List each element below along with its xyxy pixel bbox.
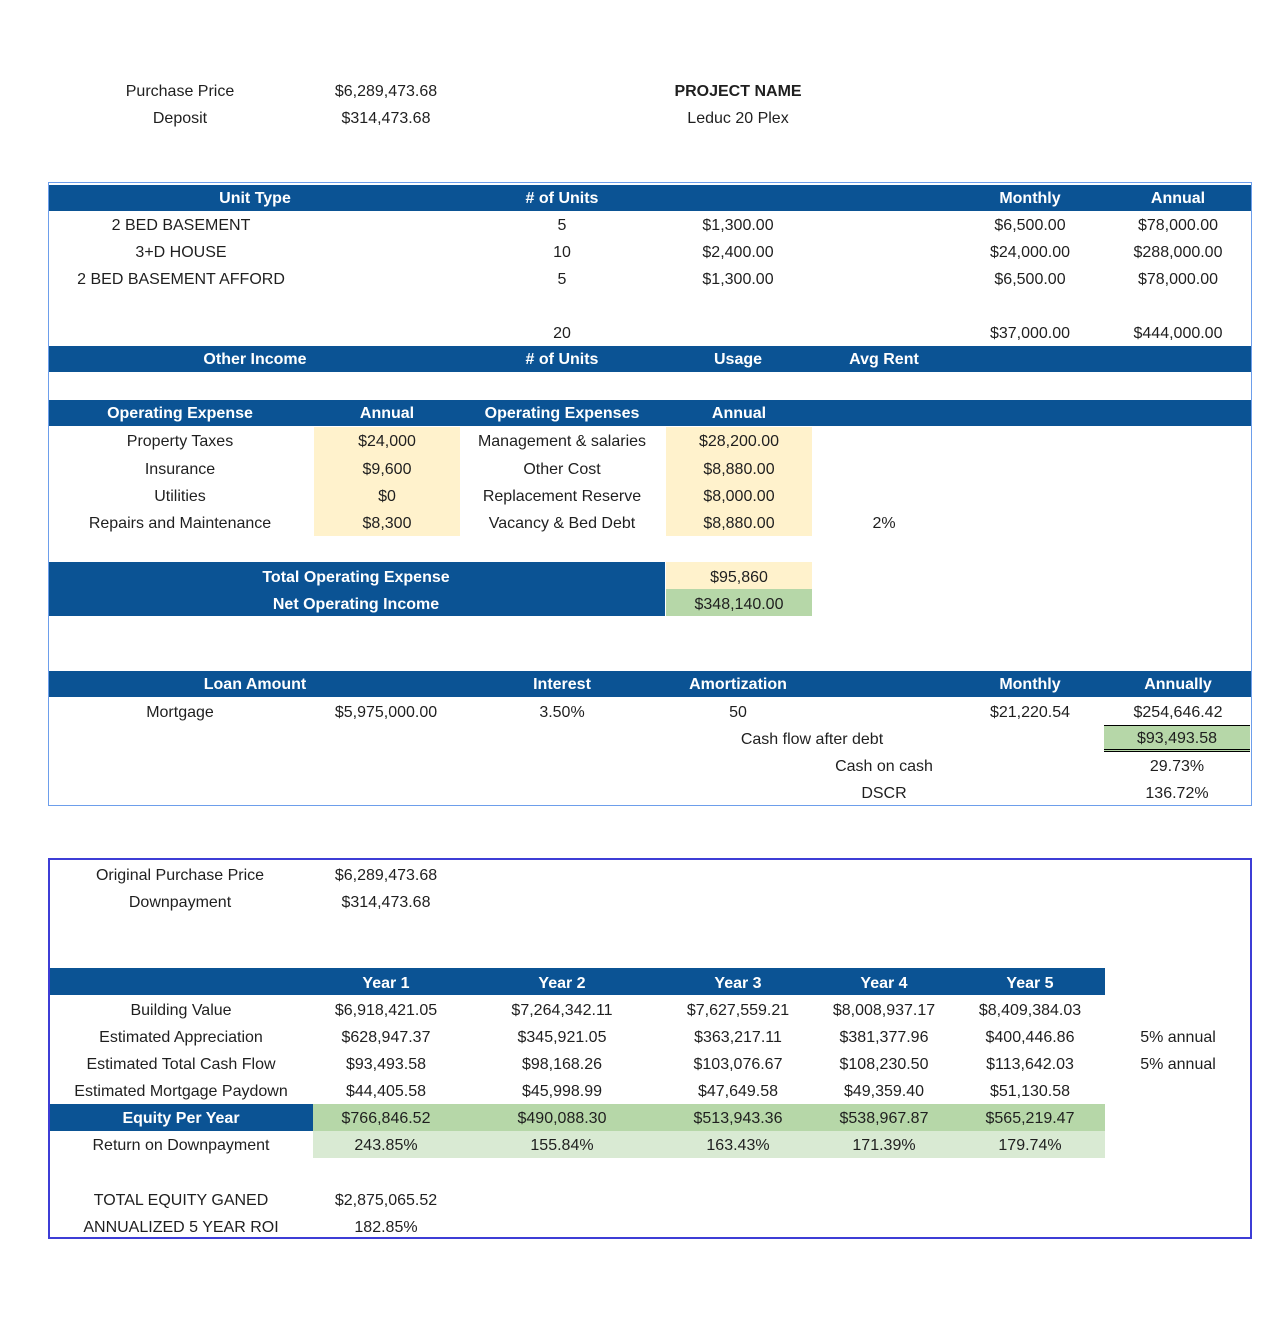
total-equity-value: $2,875,065.52 xyxy=(334,1192,438,1209)
return-value: 155.84% xyxy=(530,1137,594,1154)
downpayment-value: $314,473.68 xyxy=(341,894,431,911)
opex-right-label: Vacancy & Bed Debt xyxy=(488,515,636,532)
projection-value: $345,921.05 xyxy=(517,1029,607,1046)
opex-right-label: Management & salaries xyxy=(477,433,647,450)
projection-value: $98,168.26 xyxy=(521,1056,603,1073)
projection-value: $381,377.96 xyxy=(839,1029,929,1046)
loan-annually-value: $254,646.42 xyxy=(1133,704,1223,721)
noi-value: $348,140.00 xyxy=(694,596,784,613)
opex-right-annual-header: Annual xyxy=(711,405,767,422)
equity-label: Equity Per Year xyxy=(122,1110,240,1127)
opex-right-header: Operating Expenses xyxy=(484,405,640,422)
vacancy-percent: 2% xyxy=(872,515,896,532)
unit-annual: $288,000.00 xyxy=(1133,244,1223,261)
projection-note: 5% annual xyxy=(1140,1056,1216,1073)
deposit-label: Deposit xyxy=(152,110,208,127)
unit-rent: $2,400.00 xyxy=(702,244,774,261)
interest-value: 3.50% xyxy=(539,704,585,721)
opex-left-header: Operating Expense xyxy=(107,405,253,422)
usage-header: Usage xyxy=(713,351,763,368)
loan-monthly-header: Monthly xyxy=(999,676,1061,693)
other-income-header: Other Income xyxy=(203,351,307,368)
return-value: 243.85% xyxy=(354,1137,418,1154)
equity-value: $766,846.52 xyxy=(341,1110,431,1127)
projection-value: $45,998.99 xyxy=(521,1083,603,1100)
amortization-header: Amortization xyxy=(689,676,787,693)
roi-value: 182.85% xyxy=(354,1219,418,1236)
unit-monthly: $24,000.00 xyxy=(989,244,1071,261)
year-header: Year 3 xyxy=(714,975,762,992)
cash-flow-label: Cash flow after debt xyxy=(740,731,884,748)
loan-amount-header: Loan Amount xyxy=(203,676,307,693)
loan-monthly-value: $21,220.54 xyxy=(989,704,1071,721)
unit-count: 10 xyxy=(553,244,571,261)
opex-left-label: Insurance xyxy=(144,461,216,478)
opex-left-value: $8,300 xyxy=(362,515,412,532)
project-name-value: Leduc 20 Plex xyxy=(687,110,789,127)
total-opex-value: $95,860 xyxy=(710,569,768,586)
total-equity-label: TOTAL EQUITY GANED xyxy=(93,1192,269,1209)
projection-value: $51,130.58 xyxy=(989,1083,1071,1100)
roi-label: ANNUALIZED 5 YEAR ROI xyxy=(83,1219,279,1236)
interest-header: Interest xyxy=(533,676,591,693)
total-monthly: $37,000.00 xyxy=(989,325,1071,342)
cash-on-cash-value: 29.73% xyxy=(1149,758,1205,775)
projection-value: $44,405.58 xyxy=(345,1083,427,1100)
unit-count: 5 xyxy=(557,217,567,234)
unit-type: 3+D HOUSE xyxy=(135,244,227,261)
avg-rent-header: Avg Rent xyxy=(849,351,919,368)
projection-value: $8,008,937.17 xyxy=(832,1002,936,1019)
projection-value: $103,076.67 xyxy=(693,1056,783,1073)
opex-right-value: $8,880.00 xyxy=(703,515,775,532)
opex-left-annual-header: Annual xyxy=(359,405,415,422)
opex-right-value: $8,000.00 xyxy=(703,488,775,505)
unit-monthly: $6,500.00 xyxy=(994,271,1066,288)
projection-value: $628,947.37 xyxy=(341,1029,431,1046)
return-label: Return on Downpayment xyxy=(92,1137,270,1154)
opex-left-label: Property Taxes xyxy=(126,433,234,450)
deposit-value: $314,473.68 xyxy=(341,110,431,127)
opex-left-label: Repairs and Maintenance xyxy=(88,515,272,532)
projection-value: $6,918,421.05 xyxy=(334,1002,438,1019)
dscr-label: DSCR xyxy=(861,785,907,802)
projection-value: $113,642.03 xyxy=(986,1056,1074,1073)
unit-monthly: $6,500.00 xyxy=(994,217,1066,234)
return-value: 179.74% xyxy=(998,1137,1062,1154)
opex-right-value: $28,200.00 xyxy=(698,433,780,450)
total-opex-label: Total Operating Expense xyxy=(262,569,450,586)
other-income-units-header: # of Units xyxy=(525,351,599,368)
unit-rent: $1,300.00 xyxy=(702,217,774,234)
total-annual: $444,000.00 xyxy=(1133,325,1223,342)
purchase-price-value: $6,289,473.68 xyxy=(334,83,438,100)
projection-value: $108,230.50 xyxy=(839,1056,929,1073)
equity-value: $490,088.30 xyxy=(517,1110,607,1127)
mortgage-label: Mortgage xyxy=(146,704,214,721)
year-header: Year 1 xyxy=(362,975,410,992)
amortization-value: 50 xyxy=(729,704,747,721)
equity-value: $513,943.36 xyxy=(693,1110,783,1127)
projection-label: Estimated Mortgage Paydown xyxy=(74,1083,288,1100)
opex-right-label: Replacement Reserve xyxy=(482,488,642,505)
project-name-label: PROJECT NAME xyxy=(674,83,802,100)
loan-amount-value: $5,975,000.00 xyxy=(334,704,438,721)
unit-type: 2 BED BASEMENT xyxy=(111,217,251,234)
equity-value: $565,219.47 xyxy=(985,1110,1075,1127)
purchase-price-label: Purchase Price xyxy=(125,83,235,100)
unit-count: 5 xyxy=(557,271,567,288)
unit-type: 2 BED BASEMENT AFFORD xyxy=(77,271,285,288)
unit-rent: $1,300.00 xyxy=(702,271,774,288)
projection-label: Building Value xyxy=(130,1002,232,1019)
orig-price-value: $6,289,473.68 xyxy=(334,867,438,884)
opex-right-label: Other Cost xyxy=(523,461,601,478)
opex-left-value: $9,600 xyxy=(362,461,412,478)
total-units: 20 xyxy=(553,325,571,342)
num-units-header: # of Units xyxy=(525,190,599,207)
cash-on-cash-label: Cash on cash xyxy=(835,758,933,775)
return-value: 171.39% xyxy=(852,1137,916,1154)
dscr-value: 136.72% xyxy=(1145,785,1209,802)
loan-annually-header: Annually xyxy=(1144,676,1212,693)
annual-header: Annual xyxy=(1150,190,1206,207)
opex-right-value: $8,880.00 xyxy=(703,461,775,478)
projection-note: 5% annual xyxy=(1140,1029,1216,1046)
unit-annual: $78,000.00 xyxy=(1137,217,1219,234)
downpayment-label: Downpayment xyxy=(128,894,232,911)
projection-value: $400,446.86 xyxy=(985,1029,1075,1046)
projection-value: $93,493.58 xyxy=(345,1056,427,1073)
projection-value: $363,217.11 xyxy=(694,1029,782,1046)
projection-value: $47,649.58 xyxy=(697,1083,779,1100)
projection-label: Estimated Appreciation xyxy=(99,1029,263,1046)
monthly-header: Monthly xyxy=(999,190,1061,207)
opex-left-value: $24,000 xyxy=(358,433,416,450)
projection-value: $7,264,342.11 xyxy=(511,1002,613,1019)
projection-label: Estimated Total Cash Flow xyxy=(86,1056,276,1073)
opex-left-label: Utilities xyxy=(154,488,206,505)
unit-annual: $78,000.00 xyxy=(1137,271,1219,288)
year-header: Year 2 xyxy=(538,975,586,992)
unit-type-header: Unit Type xyxy=(219,190,291,207)
projection-value: $7,627,559.21 xyxy=(686,1002,790,1019)
projection-value: $49,359.40 xyxy=(843,1083,925,1100)
noi-label: Net Operating Income xyxy=(272,596,440,613)
year-header: Year 5 xyxy=(1006,975,1054,992)
orig-price-label: Original Purchase Price xyxy=(95,867,265,884)
year-header: Year 4 xyxy=(860,975,908,992)
projection-value: $8,409,384.03 xyxy=(978,1002,1082,1019)
cash-flow-value: $93,493.58 xyxy=(1136,730,1218,747)
return-value: 163.43% xyxy=(706,1137,770,1154)
equity-value: $538,967.87 xyxy=(839,1110,929,1127)
opex-left-value: $0 xyxy=(378,488,396,505)
